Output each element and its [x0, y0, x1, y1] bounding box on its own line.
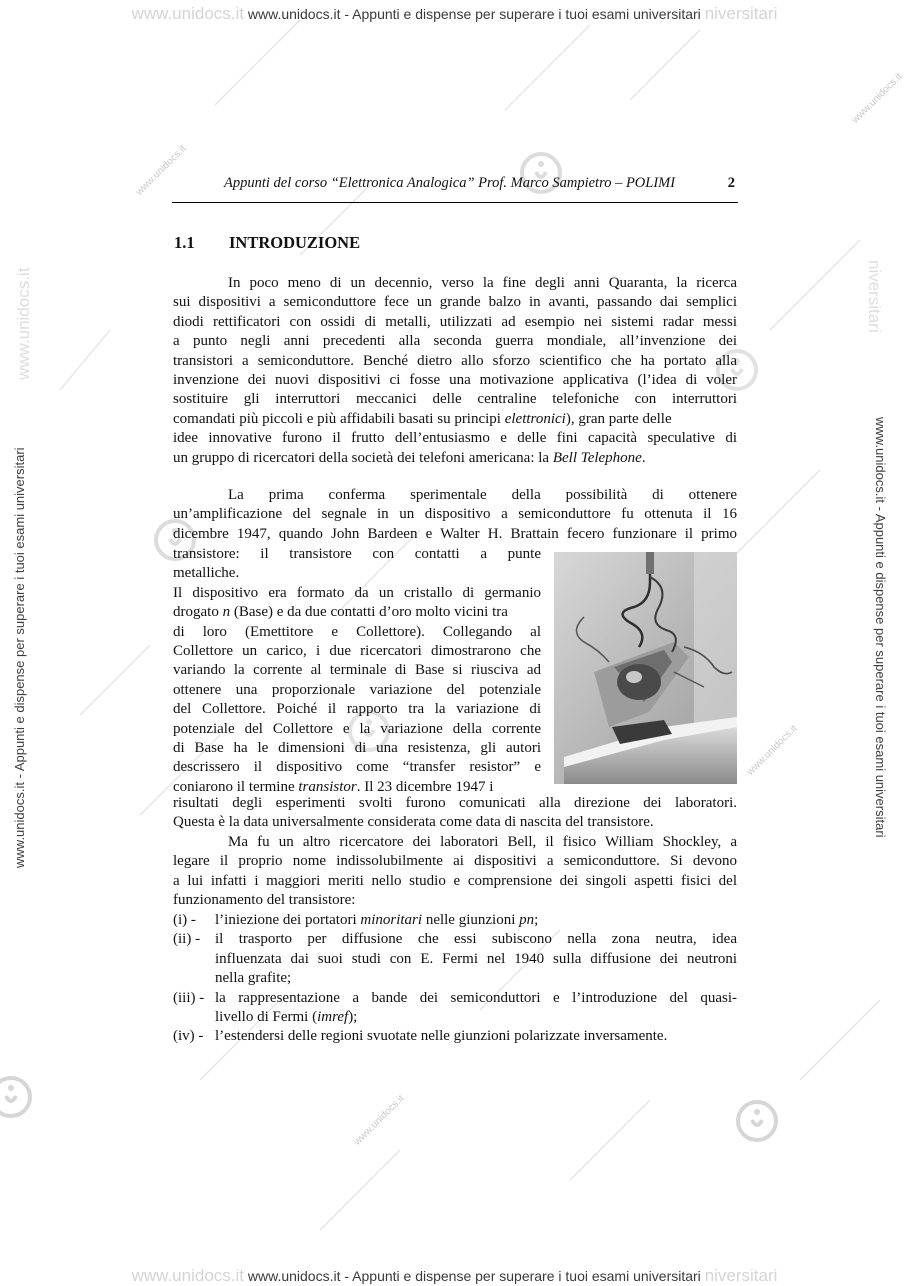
text-line: La prima conferma sperimentale della possibilità di ottenere	[228, 487, 737, 503]
list-item	[173, 930, 737, 988]
text-run: comandati più piccoli e più affidabili basati su principi	[173, 410, 505, 427]
text-line: nella grafite;	[215, 970, 292, 987]
text-line	[173, 603, 541, 622]
watermark-ghost-text: niversitari	[704, 1266, 778, 1285]
italic-term: Bell Telephone	[552, 449, 642, 466]
text-line: In poco meno di un decennio, verso la fine degli anni Quaranta, la ricerca	[228, 275, 737, 291]
text-run: ), gran parte delle	[565, 410, 672, 427]
italic-term: elettronici	[504, 410, 566, 427]
text-run: );	[348, 1008, 358, 1025]
text-line: a punto negli anni precedenti alla seconda guerra mondiale, all’invenzione dei	[173, 333, 737, 350]
list-item	[173, 1027, 737, 1046]
paragraph-intro	[173, 274, 737, 468]
italic-term: pn	[519, 912, 535, 928]
text-line	[173, 410, 737, 429]
list-marker: (iii) -	[173, 989, 205, 1006]
watermark-ghost-text: www.unidocs.it	[131, 4, 244, 23]
watermark-small-text: www.unidocs.it	[745, 723, 800, 778]
list-marker: (iv) -	[173, 1028, 204, 1045]
watermark-band-text: www.unidocs.it - Appunti e dispense per superare i tuoi esami universitari	[247, 6, 701, 22]
text-run: drogato	[173, 604, 223, 621]
italic-term: imref	[317, 1008, 349, 1025]
section-heading	[174, 233, 360, 253]
text-line: descrissero il dispositivo come “transfer resistor” e	[173, 759, 541, 776]
text-line: la rappresentazione a bande dei semiconduttori e l’introduzione del quasi-	[215, 989, 737, 1006]
text-run: un gruppo di ricercatori della società dei telefoni americana: la	[173, 449, 553, 466]
watermark-right-band: www.unidocs.it - Appunti e dispense per superare i tuoi esami universitari	[873, 417, 888, 838]
text-run: ;	[534, 912, 539, 928]
text-line	[215, 1008, 737, 1027]
watermark-band-text: www.unidocs.it - Appunti e dispense per superare i tuoi esami universitari	[247, 1268, 701, 1284]
list-item	[173, 911, 737, 930]
text-line: ottenere una proporzionale variazione del potenziale	[173, 681, 541, 698]
text-line: transistori a semiconduttore. Benché dietro allo sforzo scientifico che ha portato alla	[173, 352, 737, 369]
text-run: . Il 23 dicembre 1947 i	[356, 778, 494, 795]
text-line: funzionamento del transistore:	[173, 892, 356, 909]
watermark-logo-icon	[0, 1072, 36, 1122]
text-line: di loro (Emettitore e Collettore). Collegando al	[173, 623, 541, 640]
watermark-small-text: www.unidocs.it	[134, 143, 189, 198]
paragraph-device-description	[173, 545, 541, 797]
text-line: variando la corrente al terminale di Base si riusciva ad	[173, 662, 541, 679]
text-line: invenzione dei nuovi dispositivi ci fosse una motivazione applicativa (l’idea di voler	[173, 371, 737, 388]
text-line: Collettore un carico, i due ricercatori dimostrarono che	[173, 642, 541, 659]
watermark-ghost-right: niversitari	[865, 260, 884, 333]
text-run: coniarono il termine	[173, 778, 299, 795]
text-line: legare il proprio nome indissolubilmente ai dispositivi a semiconduttore. Si devono	[173, 853, 737, 870]
watermark-logo-icon	[732, 1096, 782, 1146]
italic-term: minoritari	[360, 912, 423, 928]
list-marker: (i) -	[173, 912, 196, 928]
text-run: l’iniezione dei portatori	[215, 912, 361, 928]
watermark-ghost-left: www.unidocs.it	[14, 267, 33, 380]
section-number: 1.1	[174, 233, 195, 252]
text-line: metalliche.	[173, 565, 240, 582]
watermark-small-text: www.unidocs.it	[850, 71, 905, 126]
text-run: livello di Fermi (	[215, 1008, 318, 1025]
watermark-left-band: www.unidocs.it - Appunti e dispense per superare i tuoi esami universitari	[12, 447, 27, 868]
text-line: Ma fu un altro ricercatore dei laboratori Bell, il fisico William Shockley, a	[228, 834, 737, 850]
text-run: .	[641, 449, 646, 466]
text-line: un’amplificazione del segnale in un dispositivo a semiconduttore fu ottenuta il 16	[173, 506, 737, 523]
text-line	[215, 911, 737, 930]
text-line: sostituire gli interruttori meccanici delle centraline telefoniche con interruttori	[173, 391, 737, 408]
page-number: 2	[727, 175, 735, 191]
page-header	[172, 172, 738, 203]
text-line: il trasporto per diffusione che essi subiscono nella zona neutra, idea	[215, 931, 737, 948]
italic-term: n	[222, 604, 231, 621]
transistor-photo	[554, 552, 737, 784]
watermark-bottom-band	[0, 1266, 909, 1286]
text-line: Il dispositivo era formato da un cristallo di germanio	[173, 584, 541, 601]
text-line	[173, 449, 737, 468]
text-line: a lui infatti i maggiori meriti nello studio e comprensione dei singoli aspetti fisici del	[173, 872, 737, 889]
italic-term: transistor	[298, 778, 357, 795]
text-line: di Base ha le dimensioni di una resistenza, gli autori	[173, 739, 541, 756]
paragraph-first-confirmation	[173, 486, 737, 544]
section-title: INTRODUZIONE	[229, 233, 361, 252]
watermark-ghost-text: niversitari	[704, 4, 778, 23]
watermark-top-band	[0, 4, 909, 24]
text-line: diodi rettificatori con ossidi di metalli, utilizzati ad esempio nei sistemi radar messi	[173, 313, 737, 330]
text-run: (Base) e da due contatti d’oro molto vicini tra	[230, 604, 508, 621]
list-marker: (ii) -	[173, 931, 201, 948]
paragraph-birth-date	[173, 794, 737, 833]
transistor-photo-image	[554, 552, 737, 784]
text-line: idee innovative furono il frutto dell’entusiasmo e delle fini capacità speculative di	[173, 430, 737, 447]
watermark-ghost-text: www.unidocs.it	[131, 1266, 244, 1285]
text-run: nelle giunzioni	[422, 912, 520, 928]
watermark-small-text: www.unidocs.it	[352, 1093, 407, 1148]
text-line: influenzata dai suoi studi con E. Fermi nel 1940 sulla diffusione dei neutroni	[215, 950, 737, 967]
text-line: transistore: il transistore con contatti a punte	[173, 546, 541, 562]
text-line: sui dispositivi a semiconduttore fece un grande balzo in avanti, passando dai semplici	[173, 294, 737, 311]
paragraph-shockley	[173, 833, 737, 911]
text-line: dicembre 1947, quando John Bardeen e Walter H. Brattain fecero funzionare il primo	[173, 525, 737, 542]
shockley-contributions-list	[173, 911, 737, 1047]
text-line: potenziale del Collettore e la variazione della corrente	[173, 720, 541, 737]
text-line: Questa è la data universalmente considerata come data di nascita del transistore.	[173, 814, 654, 831]
text-line: risultati degli esperimenti svolti furono comunicati alla direzione dei laboratori.	[173, 795, 737, 811]
header-title: Appunti del corso “Elettronica Analogica” Prof. Marco Sampietro – POLIMI	[224, 175, 676, 191]
text-line: l’estendersi delle regioni svuotate nelle giunzioni polarizzate inversamente.	[215, 1028, 668, 1045]
text-line: del Collettore. Poiché il rapporto tra la variazione di	[173, 701, 541, 718]
list-item	[173, 989, 737, 1028]
